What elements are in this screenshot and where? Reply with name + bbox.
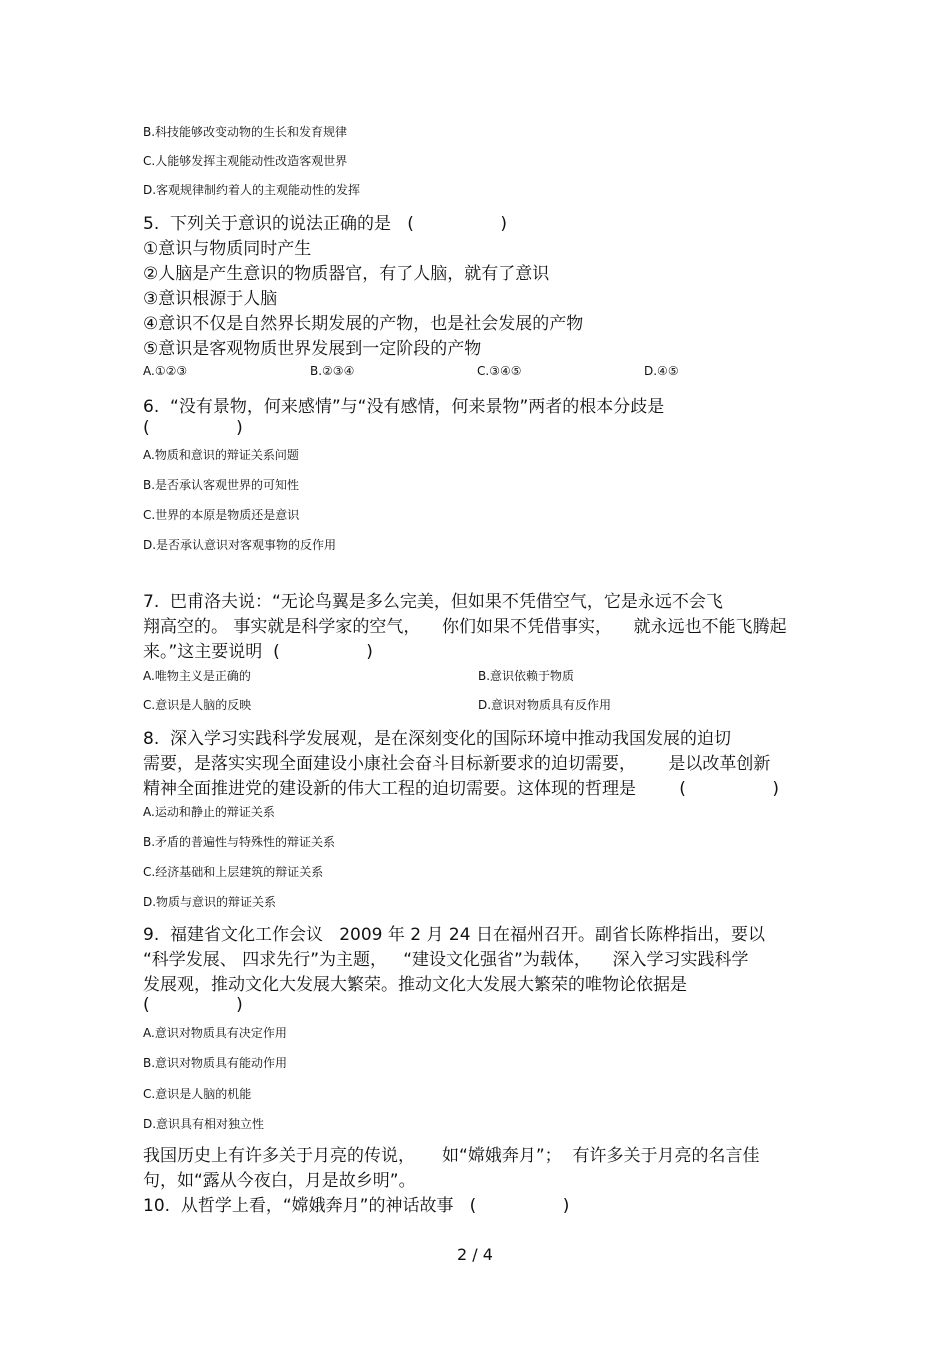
q8-option-d: D.物质与意识的辩证关系 [143,895,277,909]
q8-option-a: A.运动和静止的辩证关系 [143,805,275,819]
q6-answer-paren: ( ) [143,418,243,438]
q7-line-1: 7. 巴甫洛夫说：“无论鸟翼是多么完美，但如果不凭借空气，它是永远不会飞 [143,592,723,612]
q7-line-3: 来。”这主要说明 ( ) [143,642,373,662]
q8-option-c: C.经济基础和上层建筑的辩证关系 [143,865,324,879]
q9-option-a: A.意识对物质具有决定作用 [143,1026,287,1040]
q7-option-d: D.意识对物质具有反作用 [478,698,612,712]
q5-stem: 5. 下列关于意识的说法正确的是 ( ) [143,214,507,234]
q7-option-b: B.意识依赖于物质 [478,669,575,683]
q9-line-2: “科学发展、 四求先行”为主题， “建设文化强省”为载体， 深入学习实践科学 [143,950,749,970]
prev-option-d: D.客观规律制约着人的主观能动性的发挥 [143,183,361,197]
q8-option-b: B.矛盾的普遍性与特殊性的辩证关系 [143,835,336,849]
q7-option-c: C.意识是人脑的反映 [143,698,252,712]
q5-option-d: D.④⑤ [644,364,679,378]
q6-option-d: D.是否承认意识对客观事物的反作用 [143,538,337,552]
q5-item-4: ④意识不仅是自然界长期发展的产物，也是社会发展的产物 [143,314,584,334]
q6-option-b: B.是否承认客观世界的可知性 [143,478,300,492]
q5-option-a: A.①②③ [143,364,188,378]
q8-line-3: 精神全面推进党的建设新的伟大工程的迫切需要。这体现的哲理是 ( ) [143,779,779,799]
prev-option-c: C.人能够发挥主观能动性改造客观世界 [143,154,348,168]
passage-line-2: 句，如“露从今夜白，月是故乡明”。 [143,1171,416,1191]
q5-option-c: C.③④⑤ [477,364,522,378]
q8-line-2: 需要，是落实实现全面建设小康社会奋斗目标新要求的迫切需要， 是以改革创新 [143,754,771,774]
prev-option-b: B.科技能够改变动物的生长和发育规律 [143,125,348,139]
passage-line-1: 我国历史上有许多关于月亮的传说， 如“嫦娥奔月”； 有许多关于月亮的名言佳 [143,1146,760,1166]
q10-stem: 10. 从哲学上看，“嫦娥奔月”的神话故事 ( ) [143,1196,570,1216]
q5-item-1: ①意识与物质同时产生 [143,239,312,259]
q9-option-d: D.意识具有相对独立性 [143,1117,265,1131]
q9-answer-paren: ( ) [143,995,243,1015]
q7-option-a: A.唯物主义是正确的 [143,669,251,683]
page-number: 2 / 4 [457,1245,493,1264]
q9-line-1: 9. 福建省文化工作会议 2009 年 2 月 24 日在福州召开。副省长陈桦指出，要以 [143,925,765,945]
q5-item-2: ②人脑是产生意识的物质器官，有了人脑，就有了意识 [143,264,550,284]
q5-item-3: ③意识根源于人脑 [143,289,278,309]
q6-option-c: C.世界的本原是物质还是意识 [143,508,300,522]
q6-option-a: A.物质和意识的辩证关系问题 [143,448,299,462]
q8-line-1: 8. 深入学习实践科学发展观，是在深刻变化的国际环境中推动我国发展的迫切 [143,729,732,749]
q9-option-c: C.意识是人脑的机能 [143,1087,252,1101]
q9-line-3: 发展观，推动文化大发展大繁荣。推动文化大发展大繁荣的唯物论依据是 [143,975,687,995]
q7-line-2: 翔高空的。 事实就是科学家的空气， 你们如果不凭借事实， 就永远也不能飞腾起 [143,617,787,637]
q5-item-5: ⑤意识是客观物质世界发展到一定阶段的产物 [143,339,482,359]
q6-stem: 6. “没有景物，何来感情”与“没有感情，何来景物”两者的根本分歧是 [143,397,665,417]
q9-option-b: B.意识对物质具有能动作用 [143,1056,288,1070]
q5-option-b: B.②③④ [310,364,355,378]
